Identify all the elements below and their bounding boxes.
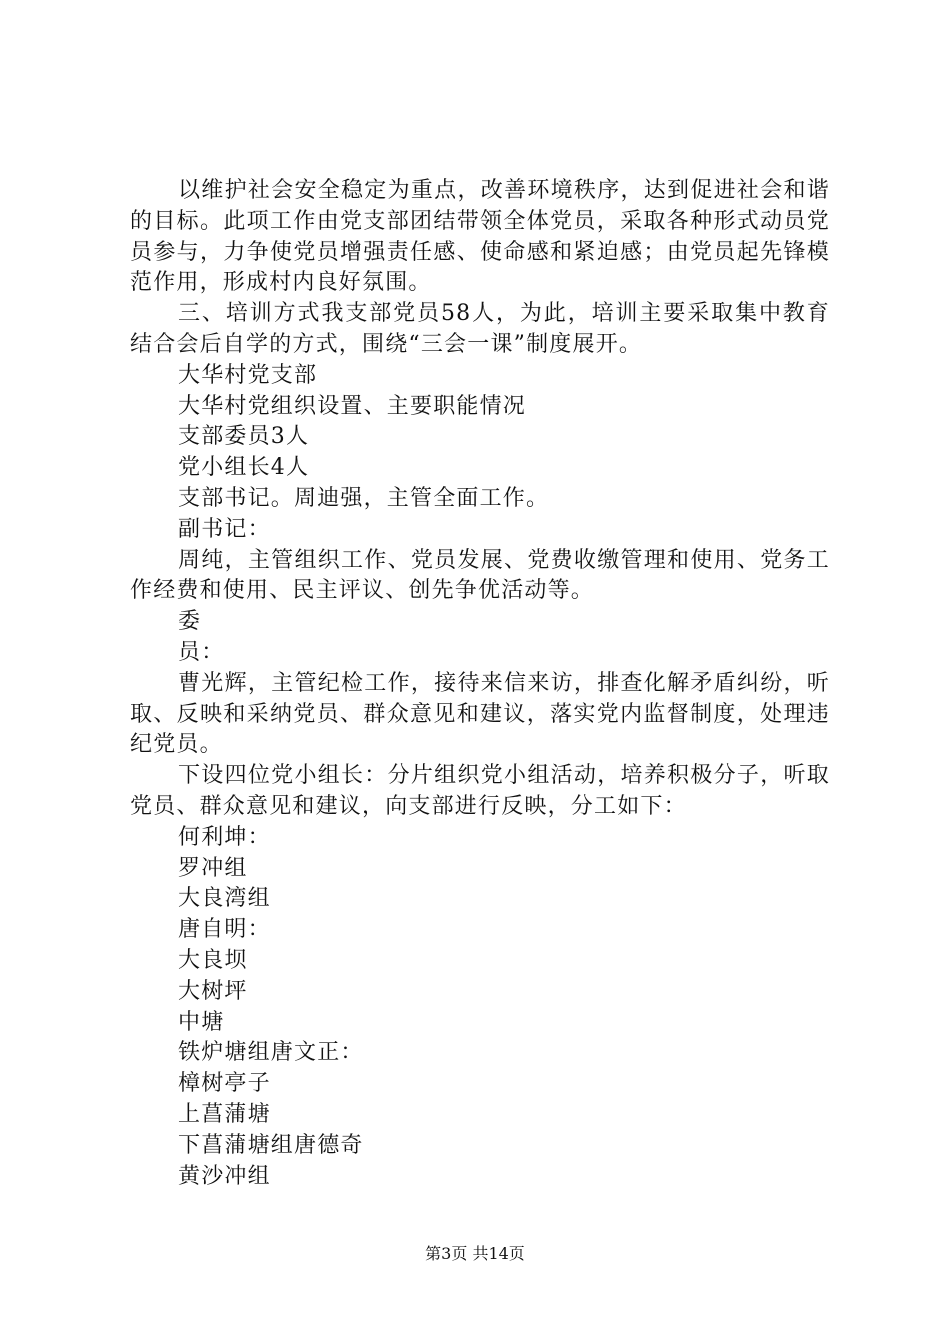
paragraph: 党小组长4人	[178, 455, 310, 481]
paragraph: 大良湾组	[178, 886, 271, 912]
paragraph: 三、培训方式我支部党员58人，为此，培训主要采取集中教育结合会后自学的方式，围绕“三会一课”制度展开。	[130, 301, 830, 357]
paragraph: 樟树亭子	[178, 1071, 271, 1097]
paragraph: 支部书记。周迪强，主管全面工作。	[178, 485, 550, 511]
paragraph: 中塘	[178, 1009, 225, 1035]
paragraph: 曹光辉，主管纪检工作，接待来信来访，排查化解矛盾纠纷，听取、反映和采纳党员、群众意见和建议，落实党内监督制度，处理违纪党员。	[130, 670, 830, 758]
paragraph: 副书记：	[178, 516, 271, 542]
document-body	[130, 176, 830, 1192]
paragraph: 黄沙冲组	[178, 1163, 271, 1189]
paragraph: 周纯，主管组织工作、党员发展、党费收缴管理和使用、党务工作经费和使用、民主评议、创先争优活动等。	[130, 547, 830, 604]
paragraph: 以维护社会安全稳定为重点，改善环境秩序，达到促进社会和谐的目标。此项工作由党支部团结带领全体党员，采取各种形式动员党员参与，力争使党员增强责任感、使命感和紧迫感；由党员起先锋模范作用，形成村内良好氛围。	[130, 178, 830, 296]
paragraph: 唐自明：	[178, 917, 271, 943]
paragraph: 支部委员3人	[178, 424, 310, 450]
paragraph: 员：	[178, 639, 225, 665]
paragraph: 大华村党支部	[178, 362, 318, 388]
paragraph: 下设四位党小组长：分片组织党小组活动，培养积极分子，听取党员、群众意见和建议，向支部进行反映，分工如下：	[130, 763, 830, 819]
paragraph: 委	[178, 609, 202, 635]
paragraph: 大树坪	[178, 978, 248, 1004]
paragraph: 铁炉塘组唐文正：	[178, 1040, 364, 1066]
paragraph: 上菖蒲塘	[178, 1101, 271, 1127]
paragraph: 何利坤：	[178, 824, 271, 850]
page-number-footer: 第3页 共14页	[425, 1244, 525, 1263]
paragraph: 下菖蒲塘组唐德奇	[178, 1132, 364, 1158]
paragraph: 大良坝	[178, 947, 248, 973]
paragraph: 大华村党组织设置、主要职能情况	[178, 393, 527, 419]
paragraph: 罗冲组	[178, 855, 248, 881]
